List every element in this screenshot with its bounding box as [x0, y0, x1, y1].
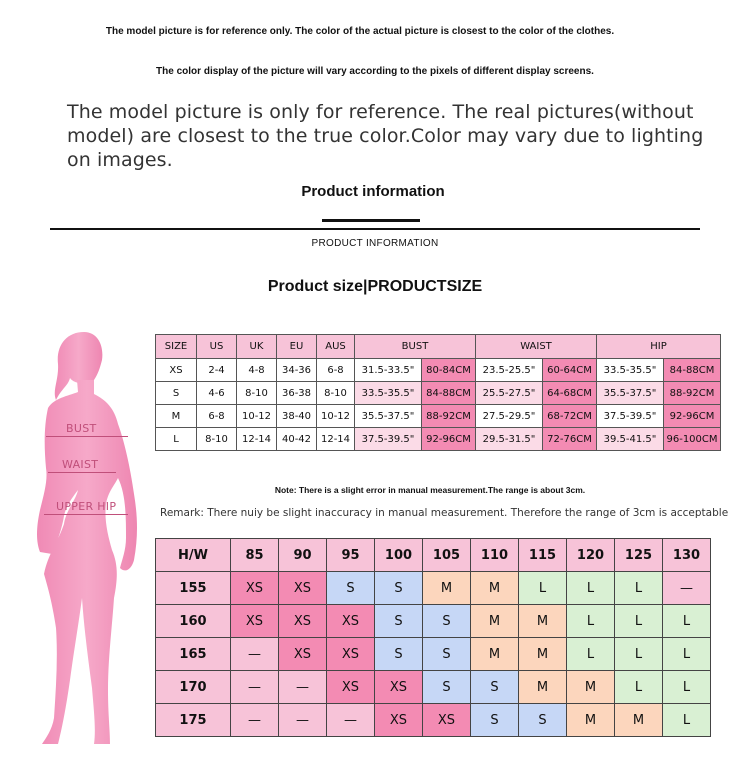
size-cell: XS: [279, 638, 327, 671]
cell: 88-92CM: [422, 405, 476, 428]
size-row-l: [156, 428, 721, 451]
cell: 60-64CM: [543, 359, 597, 382]
header-aus: AUS: [317, 335, 355, 359]
silhouette-figure-icon: [22, 328, 157, 748]
cell: 80-84CM: [422, 359, 476, 382]
header-waist: WAIST: [476, 335, 597, 359]
cell: 6-8: [317, 359, 355, 382]
size-cell: L: [663, 704, 711, 737]
header-bust: BUST: [355, 335, 476, 359]
cell: 23.5-25.5": [476, 359, 543, 382]
size-cell: —: [327, 704, 375, 737]
section-divider: [50, 228, 700, 230]
hw-row-165: [156, 638, 711, 671]
header-hip: HIP: [597, 335, 721, 359]
height-weight-table: [155, 538, 711, 737]
product-information-title: Product information: [301, 183, 445, 200]
cell: 12-14: [237, 428, 277, 451]
weight-header: 85: [231, 539, 279, 572]
height-label: 175: [156, 704, 231, 737]
size-cell: L: [615, 605, 663, 638]
hw-row-170: [156, 671, 711, 704]
product-size-title: Product size|PRODUCTSIZE: [267, 278, 483, 295]
cell: 27.5-29.5": [476, 405, 543, 428]
cell: 10-12: [237, 405, 277, 428]
size-cell: XS: [231, 572, 279, 605]
cell: 38-40: [277, 405, 317, 428]
cell: 25.5-27.5": [476, 382, 543, 405]
hw-row-160: [156, 605, 711, 638]
size-cell: XS: [279, 605, 327, 638]
weight-header: 105: [423, 539, 471, 572]
header-eu: EU: [277, 335, 317, 359]
header-size: SIZE: [156, 335, 197, 359]
cell: XS: [156, 359, 197, 382]
cell: 8-10: [197, 428, 237, 451]
height-label: 165: [156, 638, 231, 671]
size-cell: XS: [327, 638, 375, 671]
cell: 8-10: [237, 382, 277, 405]
cell: 92-96CM: [422, 428, 476, 451]
size-row-xs: [156, 359, 721, 382]
size-cell: L: [615, 671, 663, 704]
size-cell: S: [375, 605, 423, 638]
height-label: 155: [156, 572, 231, 605]
cell: 84-88CM: [664, 359, 721, 382]
size-cell: XS: [231, 605, 279, 638]
size-cell: XS: [279, 572, 327, 605]
cell: 35.5-37.5": [355, 405, 422, 428]
cell: 33.5-35.5": [597, 359, 664, 382]
title-underline: [322, 219, 420, 222]
size-cell: S: [423, 671, 471, 704]
size-cell: S: [471, 671, 519, 704]
size-cell: S: [375, 638, 423, 671]
size-cell: —: [279, 671, 327, 704]
size-cell: L: [519, 572, 567, 605]
cell: 92-96CM: [664, 405, 721, 428]
size-cell: S: [423, 605, 471, 638]
size-cell: XS: [327, 671, 375, 704]
cell: 33.5-35.5": [355, 382, 422, 405]
header-us: US: [197, 335, 237, 359]
cell: 64-68CM: [543, 382, 597, 405]
size-chart-table: [155, 334, 721, 451]
size-cell: M: [471, 605, 519, 638]
size-cell: L: [615, 638, 663, 671]
weight-header: 125: [615, 539, 663, 572]
size-cell: —: [231, 671, 279, 704]
reference-note-line1: The model picture is for reference only. The color of the actual picture is closest to the color of the clothes.: [105, 26, 615, 37]
reference-note-line2: The color display of the picture will vary according to the pixels of different display screens.: [156, 66, 594, 77]
cell: 29.5-31.5": [476, 428, 543, 451]
size-cell: M: [471, 572, 519, 605]
size-cell: M: [423, 572, 471, 605]
waist-label: WAIST: [62, 458, 99, 471]
cell: 4-6: [197, 382, 237, 405]
size-cell: —: [663, 572, 711, 605]
hw-row-155: [156, 572, 711, 605]
cell: 84-88CM: [422, 382, 476, 405]
cell: 31.5-33.5": [355, 359, 422, 382]
cell: 36-38: [277, 382, 317, 405]
size-cell: M: [567, 671, 615, 704]
size-cell: M: [519, 605, 567, 638]
cell: 12-14: [317, 428, 355, 451]
size-cell: M: [471, 638, 519, 671]
weight-header: 120: [567, 539, 615, 572]
size-cell: L: [567, 605, 615, 638]
cell: L: [156, 428, 197, 451]
model-silhouette: [22, 328, 157, 748]
cell: 88-92CM: [664, 382, 721, 405]
size-cell: L: [663, 605, 711, 638]
bust-label: BUST: [66, 422, 97, 435]
cell: 8-10: [317, 382, 355, 405]
size-cell: XS: [327, 605, 375, 638]
size-cell: —: [231, 638, 279, 671]
upper-hip-label: UPPER HIP: [56, 500, 117, 513]
cell: 6-8: [197, 405, 237, 428]
upper-hip-line: [44, 514, 128, 515]
cell: 35.5-37.5": [597, 382, 664, 405]
weight-header: 100: [375, 539, 423, 572]
size-cell: L: [663, 638, 711, 671]
weight-header: 130: [663, 539, 711, 572]
cell: 96-100CM: [664, 428, 721, 451]
header-uk: UK: [237, 335, 277, 359]
size-cell: M: [615, 704, 663, 737]
size-cell: —: [279, 704, 327, 737]
cell: 2-4: [197, 359, 237, 382]
cell: 37.5-39.5": [597, 405, 664, 428]
cell: 72-76CM: [543, 428, 597, 451]
waist-line: [48, 472, 116, 473]
size-cell: —: [231, 704, 279, 737]
cell: S: [156, 382, 197, 405]
height-label: 170: [156, 671, 231, 704]
hw-corner: H/W: [156, 539, 231, 572]
size-cell: S: [327, 572, 375, 605]
size-cell: M: [519, 638, 567, 671]
size-cell: S: [423, 638, 471, 671]
size-cell: L: [663, 671, 711, 704]
size-cell: XS: [423, 704, 471, 737]
size-cell: M: [519, 671, 567, 704]
cell: 34-36: [277, 359, 317, 382]
size-cell: S: [471, 704, 519, 737]
size-row-s: [156, 382, 721, 405]
measurement-remark: Remark: There nuiy be slight inaccuracy in manual measurement. Therefore the range of 3cm is acceptable: [160, 507, 729, 519]
height-label: 160: [156, 605, 231, 638]
hw-header-row: [156, 539, 711, 572]
cell: 10-12: [317, 405, 355, 428]
color-disclaimer: The model picture is only for reference. The real pictures(without model) are closest to the true color.Color may vary due to lighting on images.: [67, 101, 704, 171]
weight-header: 90: [279, 539, 327, 572]
size-cell: S: [375, 572, 423, 605]
size-cell: M: [567, 704, 615, 737]
product-information-subtitle: PRODUCT INFORMATION: [311, 238, 439, 249]
size-chart-header-row: [156, 335, 721, 359]
bust-line: [46, 436, 128, 437]
weight-header: 95: [327, 539, 375, 572]
cell: 39.5-41.5": [597, 428, 664, 451]
size-cell: L: [567, 638, 615, 671]
size-cell: S: [519, 704, 567, 737]
cell: 4-8: [237, 359, 277, 382]
size-cell: L: [567, 572, 615, 605]
hw-row-175: [156, 704, 711, 737]
size-cell: XS: [375, 704, 423, 737]
weight-header: 110: [471, 539, 519, 572]
weight-header: 115: [519, 539, 567, 572]
cell: M: [156, 405, 197, 428]
cell: 68-72CM: [543, 405, 597, 428]
size-cell: L: [615, 572, 663, 605]
cell: 40-42: [277, 428, 317, 451]
measurement-note: Note: There is a slight error in manual measurement.The range is about 3cm.: [274, 485, 586, 495]
size-cell: XS: [375, 671, 423, 704]
cell: 37.5-39.5": [355, 428, 422, 451]
size-row-m: [156, 405, 721, 428]
